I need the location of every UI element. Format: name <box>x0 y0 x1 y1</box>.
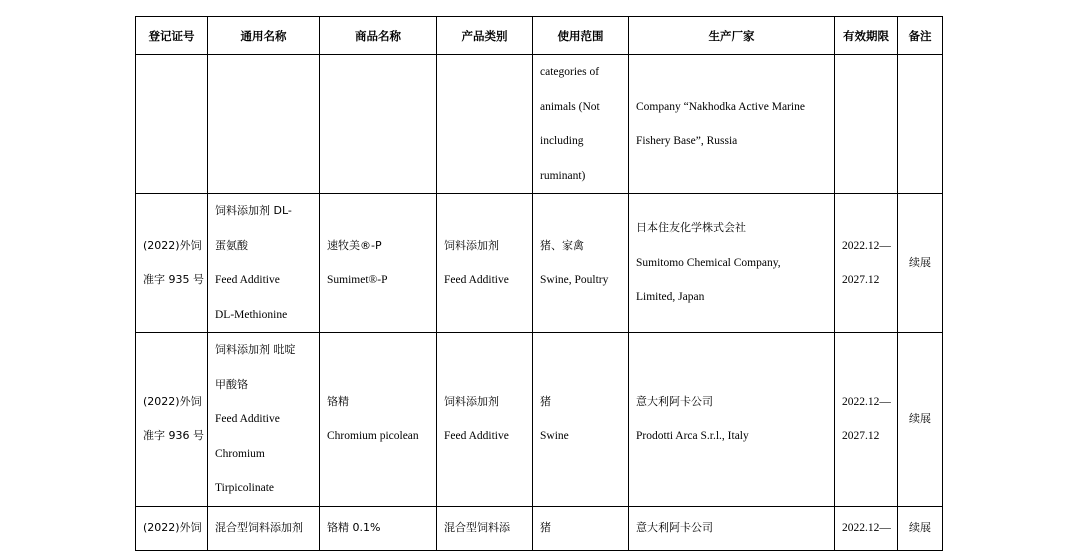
cell-line: Sumitomo Chemical Company, <box>636 256 781 269</box>
cell-line: including <box>540 135 584 147</box>
cell-line: 2027.12 <box>842 430 880 443</box>
cell-line: Company “Nakhodka Active Marine <box>636 100 805 113</box>
cell-line: 2022.12— <box>842 239 891 252</box>
cell-validity <box>835 194 898 333</box>
header-generic-name: 通用名称 <box>208 17 320 55</box>
cell-line: 混合型饲料添 <box>444 520 510 534</box>
header-row <box>136 17 943 55</box>
cell-generic-name <box>208 333 320 507</box>
cell-line: 2022.12— <box>842 395 891 408</box>
cell-line: 日本住友化学株式会社 <box>636 221 746 235</box>
cell-category <box>437 333 533 507</box>
cell-line: 甲酸铬 <box>215 377 248 391</box>
cell-scope <box>533 55 629 194</box>
cell-trade-name <box>320 55 437 194</box>
cell-reg-no <box>136 506 208 550</box>
cell-line: (2022)外饲 <box>143 520 202 534</box>
cell-line: DL-Methionine <box>215 308 288 321</box>
cell-line: 饲料添加剂 <box>444 394 499 408</box>
cell-manufacturer <box>629 194 835 333</box>
table-row <box>136 506 943 550</box>
cell-note <box>898 55 943 194</box>
cell-generic-name <box>208 55 320 194</box>
table-row <box>136 55 943 194</box>
cell-validity <box>835 55 898 194</box>
cell-line: 准字 935 号 <box>143 273 204 286</box>
cell-manufacturer <box>629 506 835 550</box>
header-note: 备注 <box>898 17 943 55</box>
cell-line: 饲料添加剂 DL- <box>215 204 292 217</box>
cell-line: Prodotti Arca S.r.l., Italy <box>636 430 749 443</box>
cell-line: Swine, Poultry <box>540 274 609 286</box>
cell-reg-no <box>136 194 208 333</box>
cell-trade-name <box>320 506 437 550</box>
cell-scope <box>533 194 629 333</box>
note-text: 续展 <box>909 255 931 269</box>
cell-line: 饲料添加剂 吡啶 <box>215 343 296 356</box>
cell-validity <box>835 506 898 550</box>
cell-line: Tirpicolinate <box>215 482 274 494</box>
cell-trade-name <box>320 333 437 507</box>
cell-line: 混合型饲料添加剂 <box>215 520 303 534</box>
cell-category <box>437 194 533 333</box>
cell-generic-name <box>208 506 320 550</box>
cell-line: categories of <box>540 66 600 78</box>
cell-note <box>898 333 943 507</box>
header-category: 产品类别 <box>437 17 533 55</box>
cell-line: 饲料添加剂 <box>444 238 499 252</box>
registration-table <box>135 16 943 551</box>
cell-line: Chromium picolean <box>327 430 419 443</box>
header-scope: 使用范围 <box>533 17 629 55</box>
cell-line: Feed Additive <box>444 430 509 443</box>
cell-line: Chromium <box>215 447 265 460</box>
cell-line: Sumimet®-P <box>327 274 388 286</box>
cell-line: Feed Additive <box>215 274 280 286</box>
cell-line: 蛋氨酸 <box>215 238 248 252</box>
cell-category <box>437 55 533 194</box>
cell-note <box>898 506 943 550</box>
cell-scope <box>533 506 629 550</box>
cell-note <box>898 194 943 333</box>
cell-reg-no <box>136 333 208 507</box>
cell-manufacturer <box>629 55 835 194</box>
cell-line: 准字 936 号 <box>143 429 204 443</box>
header-trade-name: 商品名称 <box>320 17 437 55</box>
cell-line: Feed Additive <box>444 274 509 286</box>
cell-line: 速牧美®-P <box>327 238 382 252</box>
cell-line: 2027.12 <box>842 274 880 286</box>
cell-line: 猪 <box>540 394 551 408</box>
cell-line: Fishery Base”, Russia <box>636 135 738 147</box>
header-validity: 有效期限 <box>835 17 898 55</box>
cell-line: Feed Additive <box>215 413 280 425</box>
cell-validity <box>835 333 898 507</box>
cell-line: ruminant) <box>540 169 586 182</box>
cell-scope <box>533 333 629 507</box>
cell-line: animals (Not <box>540 100 600 113</box>
note-text: 续展 <box>909 520 931 534</box>
cell-line: Limited, Japan <box>636 291 705 304</box>
table-row <box>136 194 943 333</box>
cell-line: 意大利阿卡公司 <box>636 520 713 534</box>
header-manufacturer: 生产厂家 <box>629 17 835 55</box>
note-text: 续展 <box>909 412 931 425</box>
header-reg-no: 登记证号 <box>136 17 208 55</box>
table-row <box>136 333 943 507</box>
cell-generic-name <box>208 194 320 333</box>
cell-line: 铬精 <box>327 394 349 408</box>
cell-category <box>437 506 533 550</box>
cell-line: 铬精 0.1% <box>327 520 381 534</box>
cell-line: 意大利阿卡公司 <box>636 394 713 408</box>
cell-line: Swine <box>540 430 569 443</box>
cell-line: (2022)外饲 <box>143 238 202 252</box>
cell-trade-name <box>320 194 437 333</box>
cell-reg-no <box>136 55 208 194</box>
cell-line: 2022.12— <box>842 521 891 534</box>
cell-manufacturer <box>629 333 835 507</box>
cell-line: 猪 <box>540 520 551 534</box>
cell-line: 猪、家禽 <box>540 238 584 252</box>
cell-line: (2022)外饲 <box>143 394 202 408</box>
